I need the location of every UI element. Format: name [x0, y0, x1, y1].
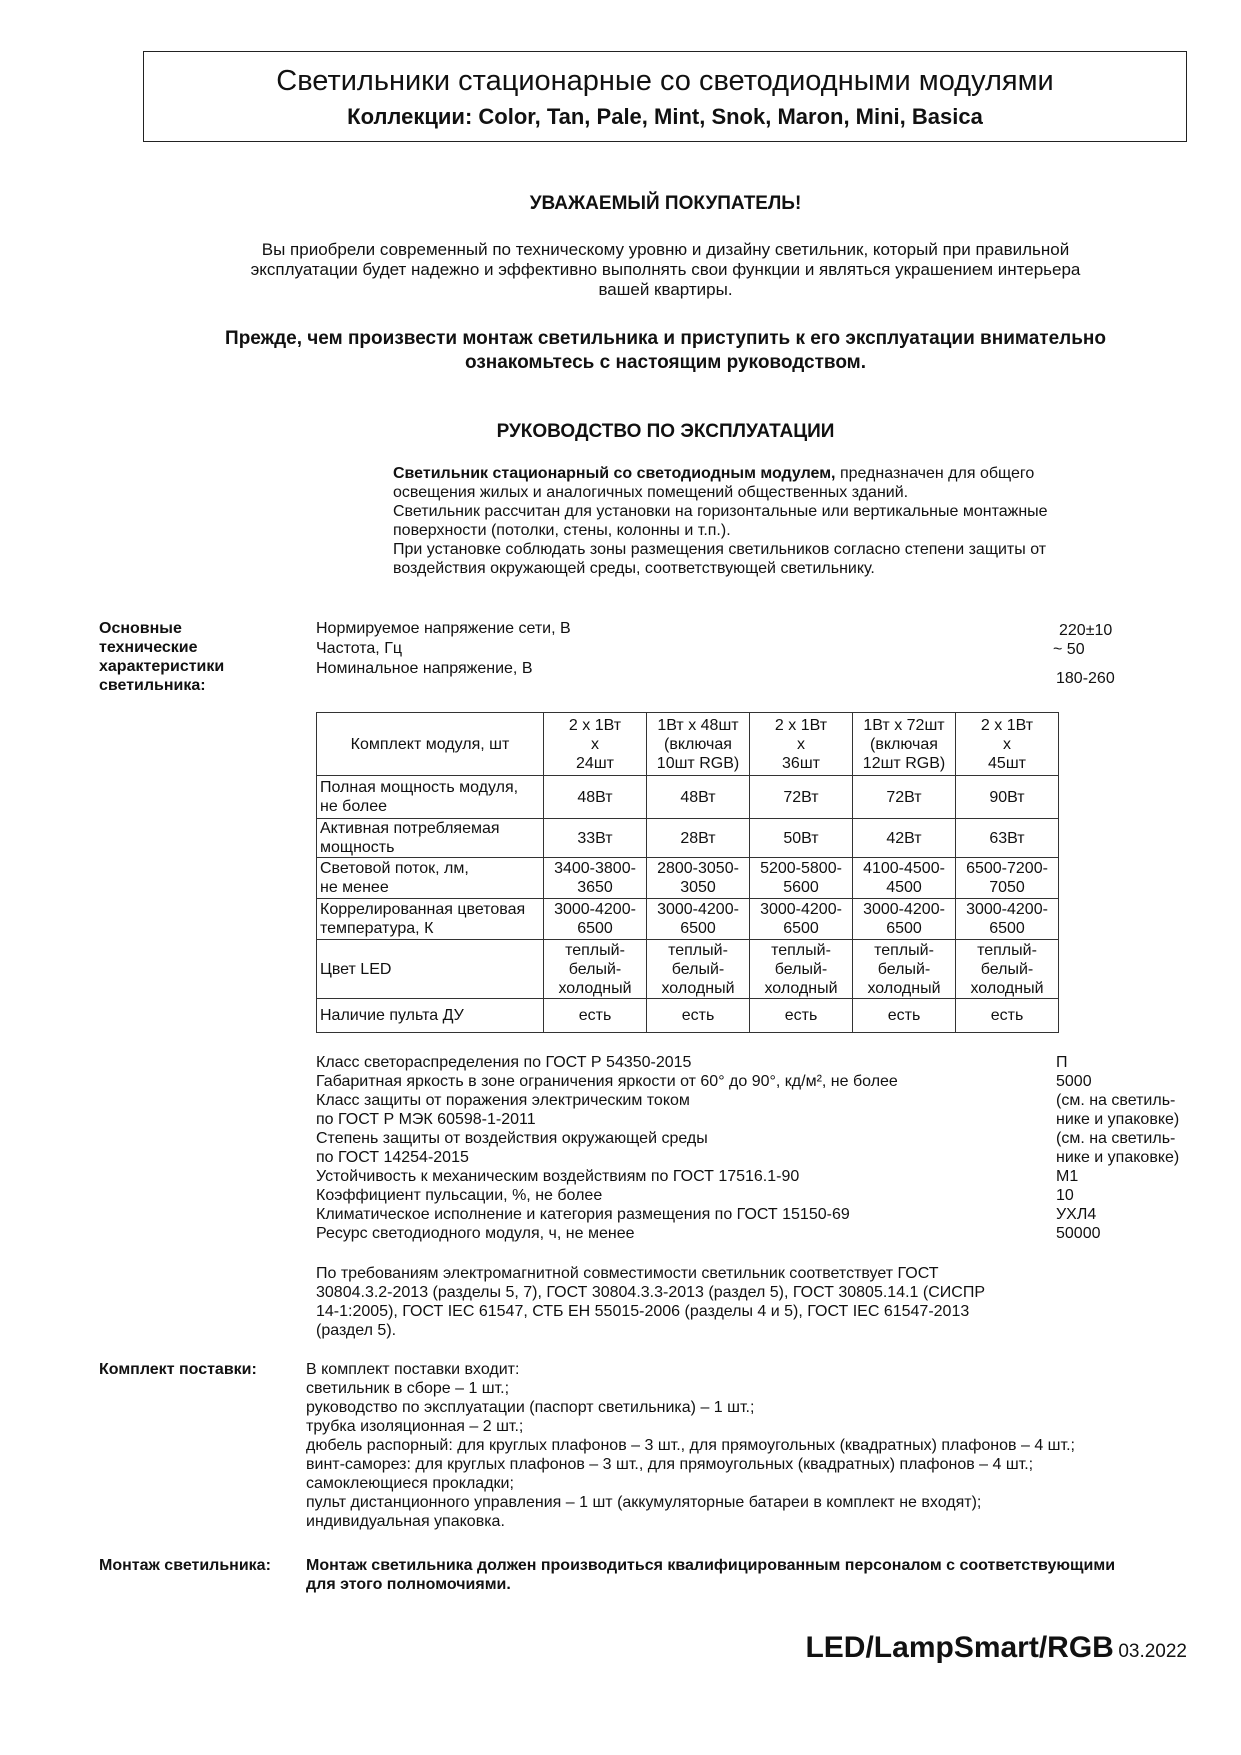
extra-spec-label: по ГОСТ 14254-2015 [316, 1149, 469, 1166]
table-cell: 3000-4200- 6500 [750, 899, 853, 940]
delivery-line: трубка изоляционная – 2 шт.; [306, 1418, 524, 1435]
mounting-line: Монтаж светильника должен производиться квалифицированным персоналом с соответствующими [306, 1557, 1116, 1574]
manual-intro-bold: Светильник стационарный со светодиодным модулем, [393, 465, 836, 482]
extra-spec-label: Коэффициент пульсации, %, не более [316, 1187, 603, 1204]
basic-spec-value: ~ 50 [1053, 641, 1085, 658]
delivery-list [306, 1360, 1075, 1531]
table-cell: 5200-5800- 5600 [750, 858, 853, 899]
emc-paragraph [316, 1264, 985, 1340]
manual-line: При установке соблюдать зоны размещения светильников согласно степени защиты от [393, 541, 1047, 558]
extra-spec-value: 10 [1056, 1187, 1074, 1204]
greeting-paragraph [0, 240, 1241, 300]
mounting-label: Монтаж светильника: [99, 1557, 271, 1574]
extra-spec-value: нике и упаковке) [1056, 1111, 1180, 1128]
table-cell: 50Вт [750, 819, 853, 858]
table-cell: есть [544, 999, 647, 1033]
emc-line: (раздел 5). [316, 1322, 397, 1339]
table-cell: 72Вт [853, 776, 956, 819]
extra-spec-value: нике и упаковке) [1056, 1149, 1180, 1166]
table-row [317, 776, 1059, 819]
manual-intro [393, 464, 1173, 578]
extra-spec-label: по ГОСТ Р МЭК 60598-1-2011 [316, 1111, 536, 1128]
extra-specs-labels [316, 1053, 898, 1243]
footer [805, 1631, 1187, 1665]
manual-heading: РУКОВОДСТВО ПО ЭКСПЛУАТАЦИИ [496, 421, 835, 442]
table-cell: есть [750, 999, 853, 1033]
greeting-line: вашей квартиры. [598, 280, 733, 299]
table-row-label: Полная мощность модуля, не более [317, 776, 544, 819]
extra-spec-label: Класс светораспределения по ГОСТ Р 54350-2015 [316, 1054, 692, 1071]
table-row-label: Световой поток, лм, не менее [317, 858, 544, 899]
delivery-line: дюбель распорный: для круглых плафонов – 3 шт., для прямоугольных (квадратных) плафонов – 4 шт.; [306, 1437, 1075, 1454]
extra-spec-label: Степень защиты от воздействия окружающей среды [316, 1130, 708, 1147]
basic-spec-value: 220±10 [1059, 622, 1113, 639]
table-header-cell: 2 х 1Вт х 36шт [750, 713, 853, 776]
table-cell: 63Вт [956, 819, 1059, 858]
specs-label-line: Основные [99, 620, 182, 637]
table-cell: 3400-3800- 3650 [544, 858, 647, 899]
table-cell: 3000-4200- 6500 [956, 899, 1059, 940]
table-header-cell: 1Вт х 48шт (включая 10шт RGB) [647, 713, 750, 776]
table-cell: теплый- белый- холодный [544, 940, 647, 999]
extra-spec-value: М1 [1056, 1168, 1079, 1185]
extra-spec-value: (см. на светиль- [1056, 1092, 1176, 1109]
manual-line: освещения жилых и аналогичных помещений общественных зданий. [393, 484, 909, 501]
table-cell: 48Вт [544, 776, 647, 819]
table-cell: 3000-4200- 6500 [853, 899, 956, 940]
table-cell: 42Вт [853, 819, 956, 858]
table-cell: 72Вт [750, 776, 853, 819]
table-cell: теплый- белый- холодный [647, 940, 750, 999]
table-cell: есть [853, 999, 956, 1033]
table-cell: 6500-7200- 7050 [956, 858, 1059, 899]
table-header-label: Комплект модуля, шт [317, 713, 544, 776]
table-header-row [317, 713, 1059, 776]
manual-line: воздействия окружающей среды, соответствующей светильнику. [393, 560, 875, 577]
greeting-line: эксплуатации будет надежно и эффективно выполнять свои функции и являться украшением интерьера [250, 260, 1081, 279]
delivery-line: светильник в сборе – 1 шт.; [306, 1380, 510, 1397]
table-cell: теплый- белый- холодный [956, 940, 1059, 999]
table-row [317, 999, 1059, 1033]
table-cell: 3000-4200- 6500 [544, 899, 647, 940]
table-header-cell: 2 х 1Вт х 24шт [544, 713, 647, 776]
extra-spec-value: 5000 [1056, 1073, 1092, 1090]
table-cell: 3000-4200- 6500 [647, 899, 750, 940]
extra-spec-value: 50000 [1056, 1225, 1101, 1242]
delivery-line: винт-саморез: для круглых плафонов – 3 шт., для прямоугольных (квадратных) плафонов – 4 шт.; [306, 1456, 1034, 1473]
extra-spec-value: (см. на светиль- [1056, 1130, 1176, 1147]
table-row-label: Коррелированная цветовая температура, К [317, 899, 544, 940]
basic-spec-label: Нормируемое напряжение сети, В [316, 620, 571, 637]
delivery-line: пульт дистанционного управления – 1 шт (аккумуляторные батареи в комплект не входят); [306, 1494, 982, 1511]
specs-section-label [99, 619, 224, 695]
mounting-text [306, 1556, 1115, 1594]
table-cell: 48Вт [647, 776, 750, 819]
table-cell: 2800-3050- 3050 [647, 858, 750, 899]
table-cell: 4100-4500- 4500 [853, 858, 956, 899]
collections-line: Коллекции: Color, Tan, Pale, Mint, Snok, Maron, Mini, Basica [347, 104, 983, 129]
table-cell: теплый- белый- холодный [750, 940, 853, 999]
extra-spec-label: Ресурс светодиодного модуля, ч, не менее [316, 1225, 635, 1242]
basic-spec-label: Номинальное напряжение, В [316, 660, 533, 677]
table-cell: есть [647, 999, 750, 1033]
extra-spec-value: П [1056, 1054, 1068, 1071]
greeting-line: Вы приобрели современный по техническому уровню и дизайну светильник, который при правильной [261, 240, 1070, 259]
mounting-line: для этого полномочиями. [306, 1576, 511, 1593]
basic-spec-value: 180-260 [1056, 670, 1115, 687]
table-row-label: Наличие пульта ДУ [317, 999, 544, 1033]
manual-line: поверхности (потолки, стены, колонны и т.п.). [393, 522, 731, 539]
manual-intro-rest: предназначен для общего [835, 465, 1035, 482]
table-cell: 28Вт [647, 819, 750, 858]
table-row [317, 858, 1059, 899]
extra-spec-label: Габаритная яркость в зоне ограничения яркости от 60° до 90°, кд/м², не более [316, 1073, 898, 1090]
basic-spec-label: Частота, Гц [316, 640, 403, 657]
delivery-line: В комплект поставки входит: [306, 1361, 520, 1378]
table-cell: 90Вт [956, 776, 1059, 819]
extra-spec-label: Климатическое исполнение и категория размещения по ГОСТ 15150-69 [316, 1206, 850, 1223]
table-row [317, 819, 1059, 858]
delivery-line: самоклеющиеся прокладки; [306, 1475, 514, 1492]
table-row-label: Цвет LED [317, 940, 544, 999]
table-row-label: Активная потребляемая мощность [317, 819, 544, 858]
extra-spec-label: Класс защиты от поражения электрическим током [316, 1092, 690, 1109]
emc-line: По требованиям электромагнитной совместимости светильник соответствует ГОСТ [316, 1265, 939, 1282]
footer-date: 03.2022 [1118, 1641, 1187, 1662]
table-cell: есть [956, 999, 1059, 1033]
warning-paragraph [0, 327, 1241, 375]
specs-label-line: технические [99, 639, 198, 656]
warning-line: Прежде, чем произвести монтаж светильника и приступить к его эксплуатации внимательно [225, 328, 1106, 349]
table-row [317, 899, 1059, 940]
spec-table [316, 712, 1059, 1033]
delivery-line: руководство по эксплуатации (паспорт светильника) – 1 шт.; [306, 1399, 755, 1416]
table-header-cell: 1Вт х 72шт (включая 12шт RGB) [853, 713, 956, 776]
emc-line: 14-1:2005), ГОСТ IEC 61547, СТБ ЕН 55015-2006 (разделы 4 и 5), ГОСТ IEC 61547-2013 [316, 1303, 970, 1320]
warning-line: ознакомьтесь с настоящим руководством. [464, 352, 867, 373]
extra-spec-label: Устойчивость к механическим воздействиям по ГОСТ 17516.1-90 [316, 1168, 800, 1185]
manual-line: Светильник рассчитан для установки на горизонтальные или вертикальные монтажные [393, 503, 1048, 520]
table-row [317, 940, 1059, 999]
delivery-label: Комплект поставки: [99, 1361, 257, 1378]
specs-label-line: светильника: [99, 677, 206, 694]
table-cell: 33Вт [544, 819, 647, 858]
delivery-line: индивидуальная упаковка. [306, 1513, 505, 1530]
extra-specs-values [1056, 1053, 1179, 1243]
greeting-heading: УВАЖАЕМЫЙ ПОКУПАТЕЛЬ! [529, 193, 802, 214]
specs-label-line: характеристики [99, 658, 225, 675]
emc-line: 30804.3.2-2013 (разделы 5, 7), ГОСТ 30804.3.3-2013 (раздел 5), ГОСТ 30805.14.1 (СИСПР [316, 1284, 985, 1301]
document-title: Светильники стационарные со светодиодными модулями [276, 65, 1054, 97]
extra-spec-value: УХЛ4 [1056, 1206, 1097, 1223]
manual-line [393, 464, 1173, 483]
title-box [143, 51, 1187, 142]
footer-model: LED/LampSmart/RGB [805, 1631, 1114, 1664]
table-header-cell: 2 х 1Вт х 45шт [956, 713, 1059, 776]
table-cell: теплый- белый- холодный [853, 940, 956, 999]
